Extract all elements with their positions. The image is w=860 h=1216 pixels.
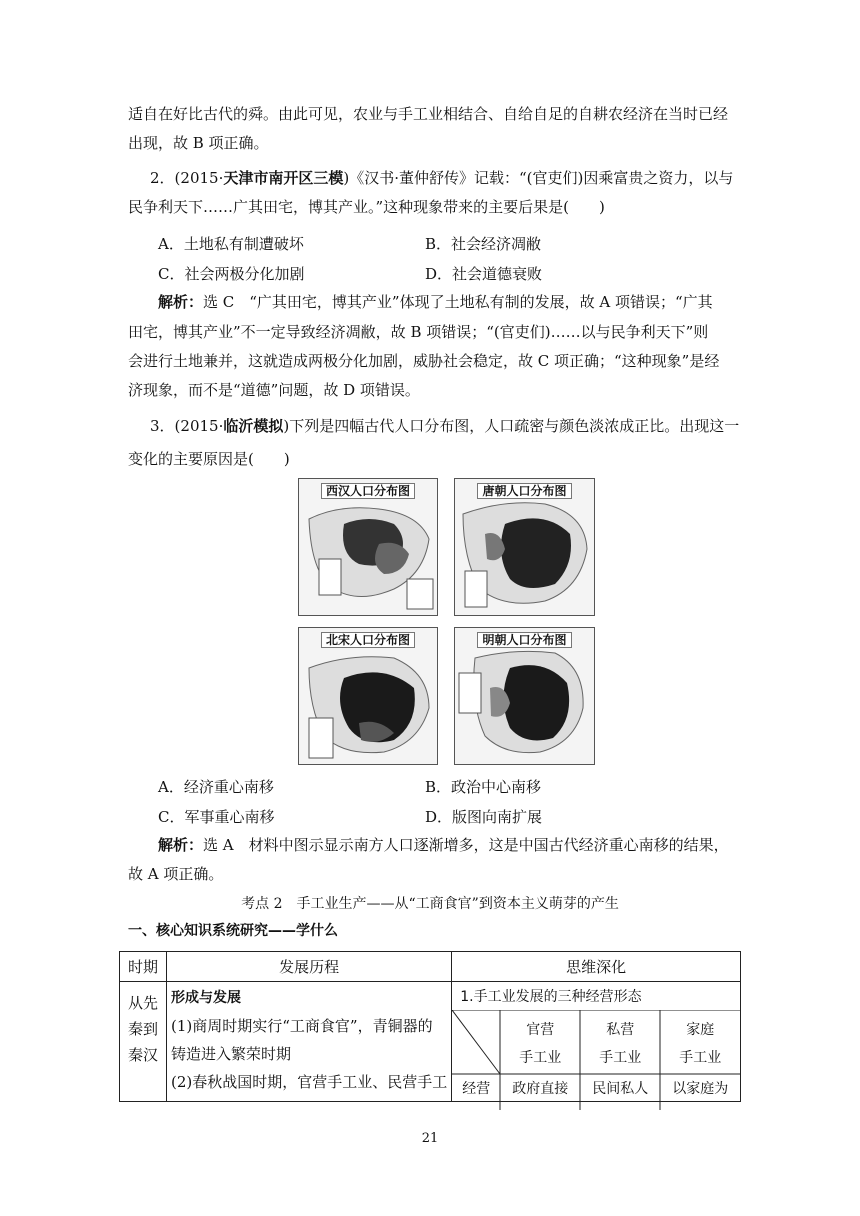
question-3-stem [150, 416, 739, 436]
option-c: C．军事重心南移 [158, 808, 275, 826]
question-2-stem-line2: 民争利天下……广其田宅，博其产业。”这种现象带来的主要后果是( ) [128, 198, 605, 216]
inner-cell: 民间私人 [592, 1081, 649, 1097]
map-western-han [298, 478, 438, 616]
question-text: )下列是四幅古代人口分布图，人口疏密与颜色淡浓成正比。出现这一 [283, 417, 740, 435]
table-cell-development [167, 982, 452, 1102]
table-header-period: 时期 [120, 952, 167, 982]
inner-col-label: 官营 [526, 1022, 555, 1038]
development-title: 形成与发展 [171, 990, 241, 1006]
analysis-line: 田宅，博其产业”不一定导致经济凋敝，故 B 项错误；“(官吏们)……以与民争利天下”则 [128, 323, 709, 341]
analysis-line: 会进行土地兼并，这就造成两极分化加剧，威胁社会稳定，故 C 项正确；“这种现象”是经 [128, 352, 720, 370]
option-b: B．社会经济凋敝 [425, 235, 542, 253]
thinking-title: 1.手工业发展的三种经营形态 [460, 989, 642, 1005]
table-cell-thinking [452, 982, 741, 1102]
map-graphic [299, 628, 437, 764]
question-source: 临沂模拟 [223, 417, 284, 435]
table-header-development: 发展历程 [167, 952, 452, 982]
question-2-stem [150, 168, 733, 188]
development-item: (2)春秋战国时期，官营手工业、民营手工 [171, 1073, 448, 1091]
inner-col-label: 私营 [606, 1022, 635, 1038]
inner-cell: 政府直接 [512, 1081, 569, 1097]
map-graphic [455, 479, 594, 615]
option-a: A．经济重心南移 [158, 778, 274, 796]
map-northern-song [298, 627, 438, 765]
inner-col-label: 手工业 [519, 1050, 562, 1066]
analysis-text: 选 A 材料中图示显示南方人口逐渐增多，这是中国古代经济重心南移的结果， [203, 836, 729, 854]
map-ming [454, 627, 595, 765]
inner-col-label: 手工业 [599, 1050, 642, 1066]
analysis-line: 济现象，而不是“道德”问题，故 D 项错误。 [128, 381, 420, 399]
analysis-line: 故 A 项正确。 [128, 865, 224, 883]
analysis-label: 解析： [158, 293, 204, 311]
inner-col-label: 家庭 [686, 1022, 715, 1038]
inner-cell: 以家庭为 [672, 1081, 729, 1097]
question-number: 2．(2015· [150, 169, 224, 187]
option-c: C．社会两极分化加剧 [158, 265, 305, 283]
map-graphic [299, 479, 437, 615]
map-title: 北宋人口分布图 [321, 632, 415, 648]
map-graphic [455, 628, 594, 764]
inner-col-official [500, 1016, 580, 1072]
map-title: 唐朝人口分布图 [477, 483, 571, 499]
analysis-line [158, 835, 729, 855]
table-cell-period: 从先秦到秦汉 [120, 982, 167, 1102]
option-d: D．版图向南扩展 [425, 808, 543, 826]
option-b: B．政治中心南移 [425, 778, 542, 796]
question-text: )《汉书·董仲舒传》记载：“(官吏们)因乘富贵之资力，以与 [343, 169, 734, 187]
page-number: 21 [421, 1131, 439, 1146]
paragraph-line: 适自在好比古代的舜。由此可见，农业与手工业相结合、自给自足的自耕农经济在当时已经 [128, 105, 729, 123]
inner-col-family [660, 1016, 740, 1072]
knowledge-table [119, 951, 741, 1102]
inner-col-label: 手工业 [679, 1050, 722, 1066]
question-3-stem-line2: 变化的主要原因是( ) [128, 450, 290, 468]
inner-row-label: 经营 [462, 1081, 491, 1097]
table-header-thinking: 思维深化 [452, 952, 741, 982]
map-title: 明朝人口分布图 [477, 632, 571, 648]
analysis-text: 选 C “广其田宅，博其产业”体现了土地私有制的发展，故 A 项错误；“广其 [203, 293, 713, 311]
option-a: A．土地私有制遭破坏 [158, 235, 304, 253]
paragraph-line: 出现，故 B 项正确。 [128, 134, 269, 152]
section-heading: 考点 2 手工业生产——从“工商食官”到资本主义萌芽的产生 [241, 896, 619, 912]
question-number: 3．(2015· [150, 417, 224, 435]
analysis-line [158, 292, 713, 312]
section-subheading: 一、核心知识系统研究——学什么 [128, 923, 338, 939]
development-item: (1)商周时期实行“工商食官”，青铜器的铸造进入繁荣时期 [171, 1017, 433, 1063]
map-tang [454, 478, 595, 616]
option-d: D．社会道德衰败 [425, 265, 543, 283]
map-title: 西汉人口分布图 [321, 483, 415, 499]
analysis-label: 解析： [158, 836, 204, 854]
inner-col-private [580, 1016, 660, 1072]
question-source: 天津市南开区三模 [223, 169, 344, 187]
